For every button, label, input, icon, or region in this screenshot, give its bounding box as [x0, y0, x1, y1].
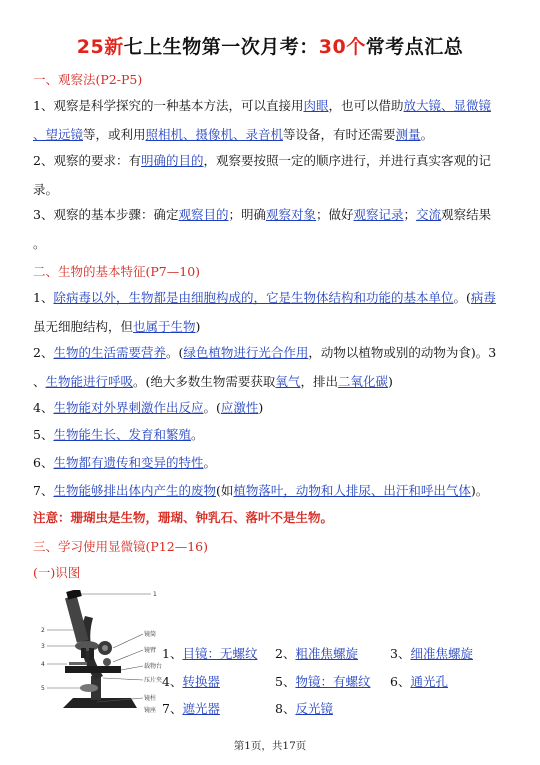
- diagram-label: 镜座: [144, 707, 157, 714]
- text: 。: [33, 236, 46, 251]
- diagram-label: 3: [41, 643, 45, 650]
- title-suffix: 常考点汇总: [365, 36, 464, 58]
- keyword: 二氧化碳: [337, 374, 388, 389]
- keyword: 除病毒以外，生物都是由细胞构成的，它是生物体结构和功能的基本单位: [53, 290, 454, 305]
- part-number: 2、: [275, 646, 296, 661]
- text: 录。: [33, 182, 59, 197]
- text: ；明确: [228, 207, 266, 222]
- keyword: 生物能进行呼吸: [45, 374, 134, 389]
- text: ；做好: [316, 207, 354, 222]
- keyword: 病毒: [470, 290, 496, 305]
- text: 。: [203, 455, 216, 470]
- keyword: 观察对象: [266, 207, 317, 222]
- title-prefix: 25新: [76, 36, 124, 58]
- part-item: [162, 699, 220, 717]
- observation-point-1: [33, 91, 509, 149]
- part-item: [275, 672, 370, 690]
- text: 观察结果: [441, 207, 492, 222]
- text: 1、: [33, 290, 54, 305]
- keyword: 绿色植物进行光合作用: [183, 345, 309, 360]
- observation-point-2: [33, 146, 509, 204]
- part-item: [162, 644, 257, 662]
- observation-point-3: [33, 200, 509, 258]
- feature-1: [33, 283, 509, 341]
- part-number: 3、: [390, 646, 411, 661]
- page-title: [0, 32, 540, 59]
- feature-7: [33, 476, 509, 505]
- part-item: [275, 699, 333, 717]
- text: ，也可以借助: [328, 98, 404, 113]
- microscope-diagram: [33, 590, 163, 720]
- keyword: 观察记录: [353, 207, 404, 222]
- text: 3、观察的基本步骤：确定: [33, 207, 179, 222]
- diagram-label: 5: [41, 685, 45, 692]
- text: ，观察要按照一定的顺序进行，并进行真实客观的记: [203, 153, 491, 168]
- diagram-label: 4: [41, 661, 45, 668]
- feature-2: [33, 338, 509, 396]
- section-heading-microscope: 三、学习使用显微镜(P12—16): [33, 539, 208, 554]
- part-number: 6、: [390, 674, 411, 689]
- text: 。(: [203, 400, 221, 415]
- note: 注意：珊瑚虫是生物，珊瑚、钟乳石、落叶不是生物。: [33, 510, 334, 525]
- text: ): [258, 400, 264, 415]
- keyword: 测量: [395, 127, 421, 142]
- text: 4、: [33, 400, 54, 415]
- text: ，动物以植物或别的动物为食)。3: [308, 345, 497, 360]
- part-name: 反光镜: [295, 701, 333, 716]
- part-number: 8、: [275, 701, 296, 716]
- keyword: 应激性: [220, 400, 259, 415]
- text: 、: [33, 374, 46, 389]
- diagram-label: 镜筒: [144, 631, 157, 638]
- keyword: 氧气: [275, 374, 301, 389]
- text: ；: [403, 207, 417, 222]
- keyword: 放大镜、显微镜: [403, 98, 492, 113]
- text: 2、观察的要求：有: [33, 153, 141, 168]
- title-count: 30个: [318, 36, 366, 58]
- diagram-label: 1: [153, 591, 157, 598]
- feature-4: [33, 393, 509, 422]
- diagram-label: 2: [41, 627, 45, 634]
- part-item: [390, 672, 448, 690]
- text: 等，或利用: [83, 127, 146, 142]
- keyword: 、望远镜: [33, 127, 84, 142]
- part-name: 转换器: [182, 674, 220, 689]
- diagram-label: 压片夹: [144, 677, 163, 684]
- text: 2、: [33, 345, 54, 360]
- text: ): [387, 374, 393, 389]
- text: 1、观察是科学探究的一种基本方法，可以直接用: [33, 98, 304, 113]
- text: 。: [420, 127, 434, 142]
- part-number: 7、: [162, 701, 183, 716]
- keyword: 肉眼: [303, 98, 329, 113]
- diagram-label: 镜臂: [144, 647, 157, 654]
- keyword: 植物落叶，动物和人排尿、出汗和呼出气体: [233, 483, 471, 498]
- part-name: 粗准焦螺旋: [295, 646, 358, 661]
- feature-6: [33, 448, 509, 477]
- keyword: 生物能生长、发育和繁殖: [53, 427, 191, 442]
- text: 。(: [165, 345, 184, 360]
- part-name: 遮光器: [182, 701, 220, 716]
- feature-5: [33, 420, 509, 449]
- part-name: 目镜：无螺纹: [182, 646, 258, 661]
- part-item: [162, 672, 220, 690]
- keyword: 交流: [416, 207, 442, 222]
- part-name: 通光孔: [410, 674, 448, 689]
- section-heading-observation: 一、观察法(P2-P5): [33, 72, 143, 87]
- part-number: 4、: [162, 674, 183, 689]
- title-middle: 七上生物第一次月考：: [123, 36, 319, 58]
- text: 虽无细胞结构，但: [33, 319, 134, 334]
- text: 。: [190, 427, 204, 442]
- keyword: 明确的目的: [140, 153, 204, 168]
- part-number: 5、: [275, 674, 296, 689]
- keyword: 生物的生活需要营养: [53, 345, 166, 360]
- text: 5、: [33, 427, 54, 442]
- keyword: 生物能对外界刺激作出反应: [53, 400, 204, 415]
- text: 。(: [453, 290, 471, 305]
- part-item: [390, 644, 473, 662]
- text: 。(绝大多数生物需要获取: [133, 374, 276, 389]
- text: 等设备，有时还需要: [283, 127, 396, 142]
- microscope-illustration: [33, 590, 163, 720]
- keyword: 生物能够排出体内产生的废物: [53, 483, 216, 498]
- part-name: 物镜：有螺纹: [295, 674, 371, 689]
- page-footer: 第1页，共17页: [233, 740, 307, 752]
- section-heading-characteristics: 二、生物的基本特征(P7—10): [33, 264, 201, 279]
- text: (如: [215, 483, 234, 498]
- text: 6、: [33, 455, 54, 470]
- keyword: 也属于生物: [133, 319, 196, 334]
- subheading-diagram: (一)识图: [33, 565, 81, 580]
- part-number: 1、: [162, 646, 183, 661]
- text: ，排出: [300, 374, 338, 389]
- keyword: 观察目的: [178, 207, 229, 222]
- part-item: [275, 644, 358, 662]
- keyword: 照相机、摄像机、录音机: [145, 127, 284, 142]
- keyword: 生物都有遗传和变异的特性: [53, 455, 204, 470]
- text: ): [195, 319, 201, 334]
- text: 7、: [33, 483, 54, 498]
- text: )。: [470, 483, 489, 498]
- diagram-label: 镜柱: [144, 695, 157, 702]
- part-name: 细准焦螺旋: [410, 646, 473, 661]
- diagram-label: 载物台: [144, 663, 163, 670]
